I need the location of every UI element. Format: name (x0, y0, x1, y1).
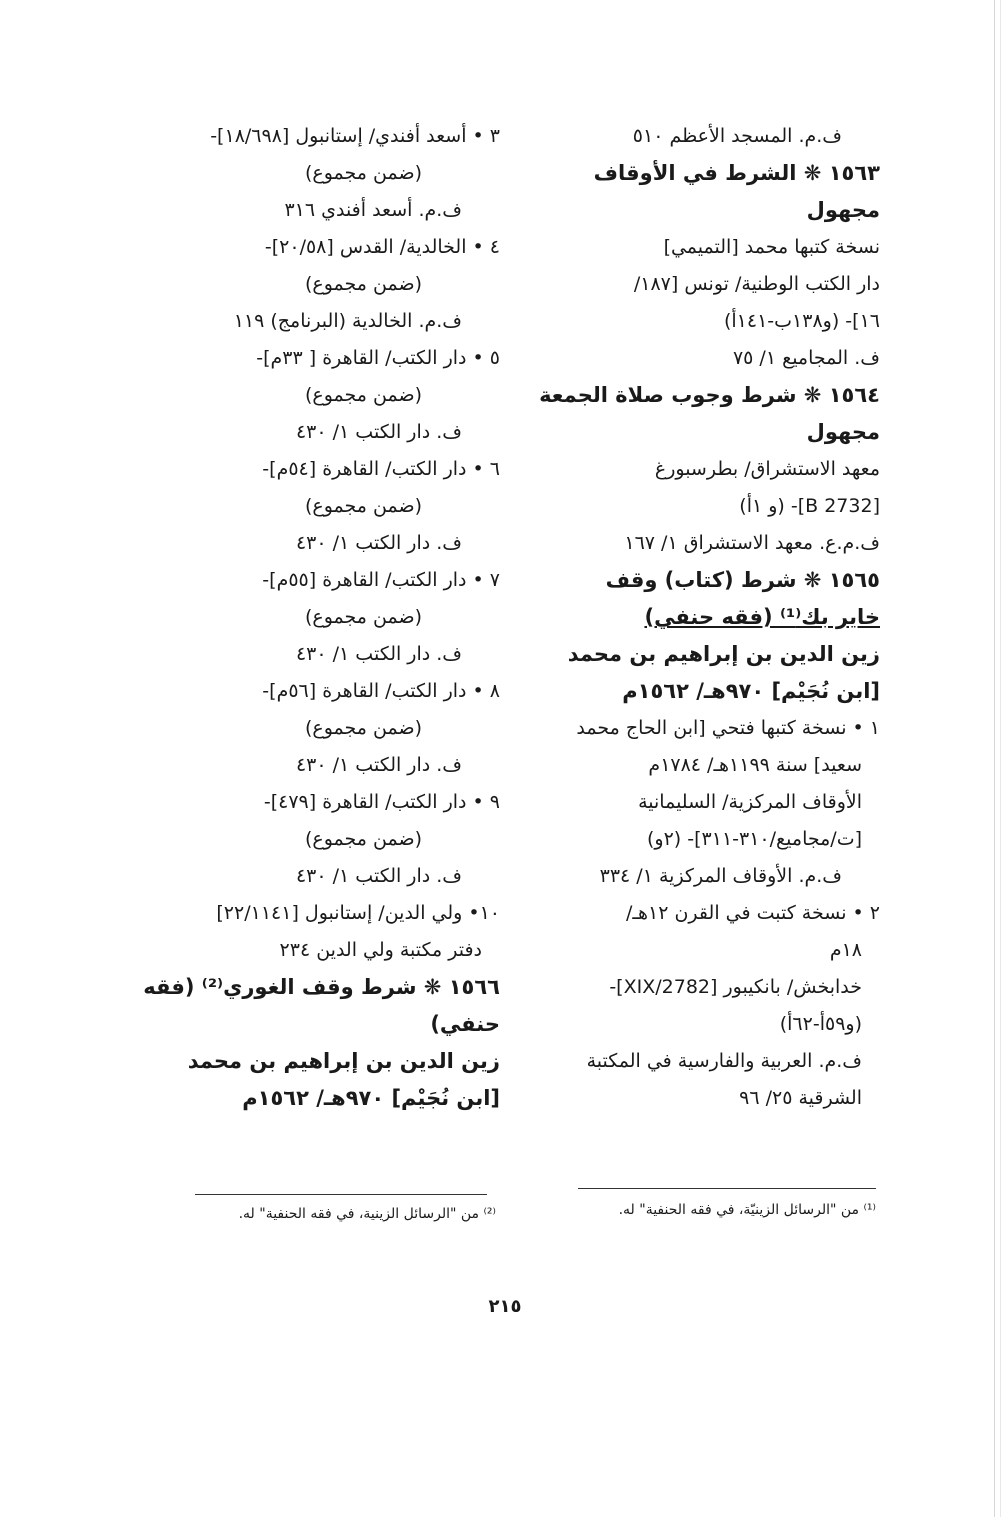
text-line: ١٦]- (و١٣٨ب-١٤١أ) (723, 310, 880, 332)
text-line: (ضمن مجموع) (304, 606, 422, 628)
text-line: [ت/مجاميع/٣١٠-٣١١]- (٢و) (646, 828, 862, 850)
entry-heading: ١٥٦٣ ❋ الشرط في الأوقاف (593, 161, 880, 185)
text-line: ف.م. الأوقاف المركزية ١/ ٣٣٤ (599, 865, 842, 887)
page-number: ٢١٥ (488, 1296, 522, 1317)
entry-heading-continuation: حنفي) (430, 1012, 500, 1036)
text-line: ف. دار الكتب ١/ ٤٣٠ (295, 865, 462, 887)
entry-heading: ١٥٦٥ ❋ شرط (كتاب) وقف (605, 568, 880, 592)
author-line: [ابن نُجَيْم] ٩٧٠هـ/ ١٥٦٢م (242, 1086, 500, 1110)
text-line: سعيد] سنة ١١٩٩هـ/ ١٧٨٤م (648, 754, 862, 776)
text-line: دار الكتب الوطنية/ تونس [١٨٧/ (633, 273, 880, 295)
copy-item: ٧ • دار الكتب/ القاهرة [٥٥م]- (262, 569, 500, 591)
author-line: مجهول (806, 420, 880, 444)
text-line: ف. دار الكتب ١/ ٤٣٠ (295, 754, 462, 776)
copy-item: ١ • نسخة كتبها فتحي [ابن الحاج محمد (576, 717, 880, 739)
text-line: الأوقاف المركزية/ السليمانية (638, 791, 862, 813)
copy-item: ٦ • دار الكتب/ القاهرة [٥٤م]- (262, 458, 500, 480)
author-line: زين الدين بن إبراهيم بن محمد (567, 642, 880, 666)
footnote-right: ⁽¹⁾ من "الرسائل الزينيّة، في فقه الحنفية" له. (618, 1202, 876, 1218)
left-column (143, 118, 500, 1117)
entry-heading: ١٥٦٦ ❋ شرط وقف الغوري⁽²⁾ (فقه (143, 975, 500, 999)
text-line: ف.م.ع. معهد الاستشراق ١/ ١٦٧ (624, 532, 880, 554)
text-line: ف.م. المسجد الأعظم ٥١٠ (632, 125, 842, 147)
text-line: دفتر مكتبة ولي الدين ٢٣٤ (279, 939, 482, 961)
text-line: معهد الاستشراق/ بطرسبورغ (654, 458, 880, 480)
copy-item: ١٠• ولي الدين/ إستانبول [٢٢/١١٤١] (216, 902, 500, 924)
copy-item: ٨ • دار الكتب/ القاهرة [٥٦م]- (262, 680, 500, 702)
text-line: ف. دار الكتب ١/ ٤٣٠ (295, 532, 462, 554)
copy-item: ٢ • نسخة كتبت في القرن ١٢هـ/ (626, 902, 880, 924)
text-line: ف.م. أسعد أفندي ٣١٦ (284, 199, 462, 221)
text-line: (ضمن مجموع) (304, 828, 422, 850)
right-column (520, 118, 880, 1117)
copy-item: ٣ • أسعد أفندي/ إستانبول [١٨/٦٩٨]- (210, 125, 500, 147)
scan-edge (994, 0, 995, 1517)
text-line: ف.م. الخالدية (البرنامج) ١١٩ (233, 310, 462, 332)
footnote-divider (195, 1194, 487, 1195)
text-line: (ضمن مجموع) (304, 495, 422, 517)
footnote-left: ⁽²⁾ من "الرسائل الزينية، في فقه الحنفية" له. (238, 1206, 496, 1222)
copy-item: ٥ • دار الكتب/ القاهرة [ ٣٣م]- (256, 347, 500, 369)
entry-heading: ١٥٦٤ ❋ شرط وجوب صلاة الجمعة (539, 383, 880, 407)
text-line: ف.م. العربية والفارسية في المكتبة (586, 1050, 862, 1072)
text-line: (ضمن مجموع) (304, 384, 422, 406)
text-line: [B 2732]- (و ١أ) (739, 495, 880, 517)
text-line: ف. المجاميع ١/ ٧٥ (732, 347, 880, 369)
text-line: ف. دار الكتب ١/ ٤٣٠ (295, 643, 462, 665)
footnote-divider (578, 1188, 876, 1189)
author-line: مجهول (806, 198, 880, 222)
entry-heading-continuation: خاير بك⁽¹⁾ (فقه حنفي) (644, 605, 880, 629)
text-line: (ضمن مجموع) (304, 162, 422, 184)
text-line: (و٥٩أ-٦٢أ) (779, 1013, 862, 1035)
text-line: ١٨م (829, 939, 862, 961)
text-line: الشرقية ٢٥/ ٩٦ (739, 1087, 862, 1109)
author-line: [ابن نُجَيْم] ٩٧٠هـ/ ١٥٦٢م (622, 679, 880, 703)
text-line: نسخة كتبها محمد [التميمي] (663, 236, 880, 258)
scan-edge (1000, 0, 1001, 1517)
text-line: ف. دار الكتب ١/ ٤٣٠ (295, 421, 462, 443)
text-line: (ضمن مجموع) (304, 717, 422, 739)
text-line: (ضمن مجموع) (304, 273, 422, 295)
author-line: زين الدين بن إبراهيم بن محمد (187, 1049, 500, 1073)
text-line: خدابخش/ بانكيبور [2782/XIX]- (609, 976, 862, 998)
copy-item: ٤ • الخالدية/ القدس [٢٠/٥٨]- (264, 236, 500, 258)
copy-item: ٩ • دار الكتب/ القاهرة [٤٧٩]- (263, 791, 500, 813)
